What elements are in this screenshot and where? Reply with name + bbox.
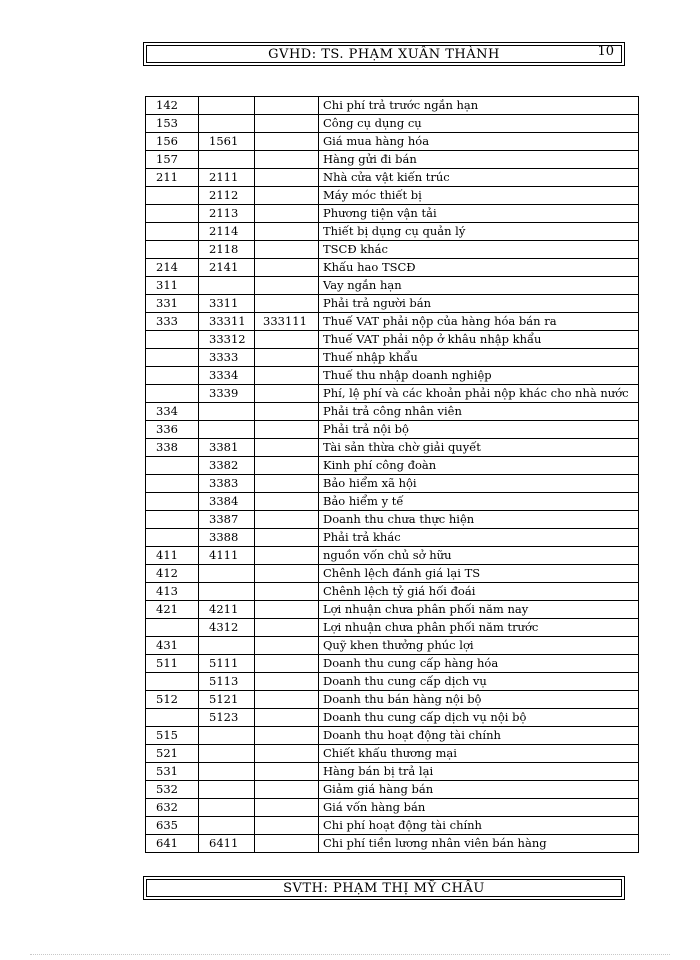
account-code-level2: 5121 (199, 691, 255, 709)
account-code-level2: 3339 (199, 385, 255, 403)
account-code-level3 (255, 547, 319, 565)
account-code-level3 (255, 331, 319, 349)
table-row (146, 421, 639, 439)
table-row (146, 673, 639, 691)
account-code-level2 (199, 403, 255, 421)
account-code-level1: 336 (146, 421, 199, 439)
table-row (146, 349, 639, 367)
table-row (146, 259, 639, 277)
account-name: Phương tiện vận tải (319, 205, 639, 223)
header-box (143, 42, 625, 66)
account-name: Doanh thu hoạt động tài chính (319, 727, 639, 745)
page-bottom-divider (30, 954, 670, 955)
account-code-level1: 531 (146, 763, 199, 781)
account-code-level2: 3333 (199, 349, 255, 367)
account-code-level2: 3384 (199, 493, 255, 511)
account-code-level3 (255, 763, 319, 781)
account-code-level2: 5113 (199, 673, 255, 691)
table-row (146, 781, 639, 799)
account-code-level3 (255, 349, 319, 367)
account-code-level2: 2141 (199, 259, 255, 277)
table-row (146, 727, 639, 745)
table-row (146, 223, 639, 241)
account-code-level3 (255, 259, 319, 277)
account-name: Chi phí trả trước ngắn hạn (319, 97, 639, 115)
account-name: Thuế thu nhập doanh nghiệp (319, 367, 639, 385)
account-code-level2 (199, 115, 255, 133)
account-code-level1: 635 (146, 817, 199, 835)
account-name: Doanh thu cung cấp dịch vụ nội bộ (319, 709, 639, 727)
account-code-level3 (255, 403, 319, 421)
account-name: Phí, lệ phí và các khoản phải nộp khác cho nhà nước (319, 385, 639, 403)
account-code-level2: 33312 (199, 331, 255, 349)
account-name: nguồn vốn chủ sở hữu (319, 547, 639, 565)
account-name: Chênh lệch tỷ giá hối đoái (319, 583, 639, 601)
account-code-level1 (146, 475, 199, 493)
table-row (146, 637, 639, 655)
account-code-level3 (255, 781, 319, 799)
table-row (146, 97, 639, 115)
account-name: Công cụ dụng cụ (319, 115, 639, 133)
account-code-level1: 413 (146, 583, 199, 601)
account-code-level1: 412 (146, 565, 199, 583)
account-code-level1 (146, 223, 199, 241)
footer-title: SVTH: PHẠM THỊ MỸ CHÂU (283, 880, 485, 896)
account-code-level1: 641 (146, 835, 199, 853)
account-name: Thuế VAT phải nộp của hàng hóa bán ra (319, 313, 639, 331)
account-code-level1: 153 (146, 115, 199, 133)
table-row (146, 169, 639, 187)
table-row (146, 385, 639, 403)
account-code-level2: 6411 (199, 835, 255, 853)
account-code-level3 (255, 223, 319, 241)
account-code-level1 (146, 619, 199, 637)
table-row (146, 745, 639, 763)
account-name: Chi phí tiền lương nhân viên bán hàng (319, 835, 639, 853)
account-code-level1: 211 (146, 169, 199, 187)
account-code-level3 (255, 583, 319, 601)
account-code-level1 (146, 187, 199, 205)
account-code-level1: 214 (146, 259, 199, 277)
account-code-level2 (199, 799, 255, 817)
account-name: Bảo hiểm xã hội (319, 475, 639, 493)
account-name: Doanh thu chưa thực hiện (319, 511, 639, 529)
account-code-level1 (146, 385, 199, 403)
table-row (146, 277, 639, 295)
account-code-level2 (199, 583, 255, 601)
account-code-level1: 338 (146, 439, 199, 457)
account-code-level1: 331 (146, 295, 199, 313)
account-code-level1 (146, 367, 199, 385)
account-code-level2 (199, 781, 255, 799)
account-code-level1: 333 (146, 313, 199, 331)
account-name: Quỹ khen thưởng phúc lợi (319, 637, 639, 655)
account-code-level3 (255, 457, 319, 475)
account-name: Phải trả người bán (319, 295, 639, 313)
account-code-level3 (255, 637, 319, 655)
account-code-level2 (199, 637, 255, 655)
account-code-level1 (146, 457, 199, 475)
account-name: Doanh thu cung cấp dịch vụ (319, 673, 639, 691)
account-code-level2: 1561 (199, 133, 255, 151)
account-code-level3 (255, 439, 319, 457)
account-code-level1 (146, 511, 199, 529)
account-code-level3 (255, 133, 319, 151)
table-row (146, 439, 639, 457)
account-name: Hàng gửi đi bán (319, 151, 639, 169)
account-name: Lợi nhuận chưa phân phối năm nay (319, 601, 639, 619)
table-row (146, 187, 639, 205)
table-row (146, 313, 639, 331)
table-row (146, 709, 639, 727)
account-name: Giá vốn hàng bán (319, 799, 639, 817)
table-row (146, 475, 639, 493)
table-row (146, 493, 639, 511)
account-code-level3 (255, 205, 319, 223)
account-name: Kinh phí công đoàn (319, 457, 639, 475)
account-code-level3 (255, 835, 319, 853)
account-code-level2 (199, 151, 255, 169)
account-code-level3 (255, 367, 319, 385)
account-code-level2 (199, 97, 255, 115)
table-row (146, 529, 639, 547)
table-row (146, 133, 639, 151)
account-name: Phải trả công nhân viên (319, 403, 639, 421)
account-code-level2: 4211 (199, 601, 255, 619)
account-code-level3 (255, 151, 319, 169)
account-code-level2 (199, 277, 255, 295)
table-row (146, 691, 639, 709)
account-name: Vay ngắn hạn (319, 277, 639, 295)
account-code-level3 (255, 385, 319, 403)
account-code-level2: 3381 (199, 439, 255, 457)
table-row (146, 655, 639, 673)
table-row (146, 457, 639, 475)
table-row (146, 331, 639, 349)
account-name: Doanh thu cung cấp hàng hóa (319, 655, 639, 673)
account-code-level2 (199, 727, 255, 745)
account-code-level3 (255, 619, 319, 637)
account-code-level2 (199, 421, 255, 439)
account-code-level1: 156 (146, 133, 199, 151)
account-name: Phải trả nội bộ (319, 421, 639, 439)
account-code-level3 (255, 691, 319, 709)
account-code-level2 (199, 745, 255, 763)
table-row (146, 601, 639, 619)
account-code-level1: 532 (146, 781, 199, 799)
account-name: Lợi nhuận chưa phân phối năm trước (319, 619, 639, 637)
account-code-level2: 2111 (199, 169, 255, 187)
table-row (146, 367, 639, 385)
account-name: TSCĐ khác (319, 241, 639, 259)
account-code-level2: 3311 (199, 295, 255, 313)
account-code-level3 (255, 277, 319, 295)
account-code-level3 (255, 529, 319, 547)
account-code-level1 (146, 349, 199, 367)
account-code-level3 (255, 115, 319, 133)
account-code-level3 (255, 187, 319, 205)
account-code-level1: 515 (146, 727, 199, 745)
account-code-level3 (255, 475, 319, 493)
account-table (145, 96, 639, 853)
account-name: Chênh lệch đánh giá lại TS (319, 565, 639, 583)
table-row (146, 565, 639, 583)
account-code-level1: 311 (146, 277, 199, 295)
table-row (146, 115, 639, 133)
account-code-level2: 3388 (199, 529, 255, 547)
account-name: Giá mua hàng hóa (319, 133, 639, 151)
account-code-level1: 511 (146, 655, 199, 673)
account-code-level3 (255, 511, 319, 529)
account-code-level2: 4312 (199, 619, 255, 637)
account-code-level3 (255, 493, 319, 511)
account-name: Bảo hiểm y tế (319, 493, 639, 511)
footer-box (143, 876, 625, 900)
account-code-level2: 2112 (199, 187, 255, 205)
account-name: Chi phí hoạt động tài chính (319, 817, 639, 835)
account-code-level2 (199, 565, 255, 583)
table-row (146, 583, 639, 601)
account-code-level1 (146, 493, 199, 511)
header-title: GVHD: TS. PHẠM XUÂN THÀNH (268, 46, 500, 62)
account-name: Phải trả khác (319, 529, 639, 547)
account-code-level1: 334 (146, 403, 199, 421)
account-code-level1 (146, 205, 199, 223)
account-code-level2: 2118 (199, 241, 255, 259)
table-row (146, 763, 639, 781)
account-code-level3 (255, 709, 319, 727)
account-code-level3 (255, 601, 319, 619)
table-row (146, 403, 639, 421)
account-code-level3 (255, 169, 319, 187)
account-code-level1: 431 (146, 637, 199, 655)
account-code-level3 (255, 727, 319, 745)
account-code-level2: 5123 (199, 709, 255, 727)
table-row (146, 799, 639, 817)
account-code-level2: 2113 (199, 205, 255, 223)
account-name: Nhà cửa vật kiến trúc (319, 169, 639, 187)
account-name: Thiết bị dụng cụ quản lý (319, 223, 639, 241)
account-code-level3 (255, 673, 319, 691)
account-code-level2: 3383 (199, 475, 255, 493)
account-code-level1: 421 (146, 601, 199, 619)
account-code-level1 (146, 331, 199, 349)
account-code-level1: 142 (146, 97, 199, 115)
account-code-level1 (146, 529, 199, 547)
page-number: 10 (597, 44, 614, 59)
account-name: Máy móc thiết bị (319, 187, 639, 205)
table-row (146, 619, 639, 637)
account-code-level2: 3334 (199, 367, 255, 385)
account-code-level2: 2114 (199, 223, 255, 241)
account-code-level1 (146, 673, 199, 691)
account-code-level2: 5111 (199, 655, 255, 673)
account-code-level1: 512 (146, 691, 199, 709)
account-code-level3 (255, 97, 319, 115)
account-name: Doanh thu bán hàng nội bộ (319, 691, 639, 709)
account-code-level1: 521 (146, 745, 199, 763)
account-code-level2 (199, 817, 255, 835)
account-name: Thuế VAT phải nộp ở khâu nhập khẩu (319, 331, 639, 349)
account-name: Khấu hao TSCĐ (319, 259, 639, 277)
account-code-level2: 3382 (199, 457, 255, 475)
account-code-level2: 3387 (199, 511, 255, 529)
account-code-level1: 157 (146, 151, 199, 169)
account-table-body (146, 97, 639, 853)
account-name: Giảm giá hàng bán (319, 781, 639, 799)
table-row (146, 511, 639, 529)
account-code-level3 (255, 421, 319, 439)
account-code-level2 (199, 763, 255, 781)
account-code-level3 (255, 295, 319, 313)
account-code-level3 (255, 817, 319, 835)
account-code-level1 (146, 709, 199, 727)
table-row (146, 205, 639, 223)
table-row (146, 241, 639, 259)
account-code-level2: 33311 (199, 313, 255, 331)
account-code-level3 (255, 241, 319, 259)
table-row (146, 151, 639, 169)
account-code-level3 (255, 745, 319, 763)
account-name: Tài sản thừa chờ giải quyết (319, 439, 639, 457)
account-code-level3: 333111 (255, 313, 319, 331)
account-code-level3 (255, 565, 319, 583)
account-name: Hàng bán bị trả lại (319, 763, 639, 781)
account-name: Thuế nhập khẩu (319, 349, 639, 367)
account-name: Chiết khấu thương mại (319, 745, 639, 763)
account-code-level2: 4111 (199, 547, 255, 565)
account-code-level1: 632 (146, 799, 199, 817)
account-code-level1: 411 (146, 547, 199, 565)
account-code-level1 (146, 241, 199, 259)
table-row (146, 817, 639, 835)
table-row (146, 295, 639, 313)
table-row (146, 547, 639, 565)
account-code-level3 (255, 655, 319, 673)
table-row (146, 835, 639, 853)
account-code-level3 (255, 799, 319, 817)
